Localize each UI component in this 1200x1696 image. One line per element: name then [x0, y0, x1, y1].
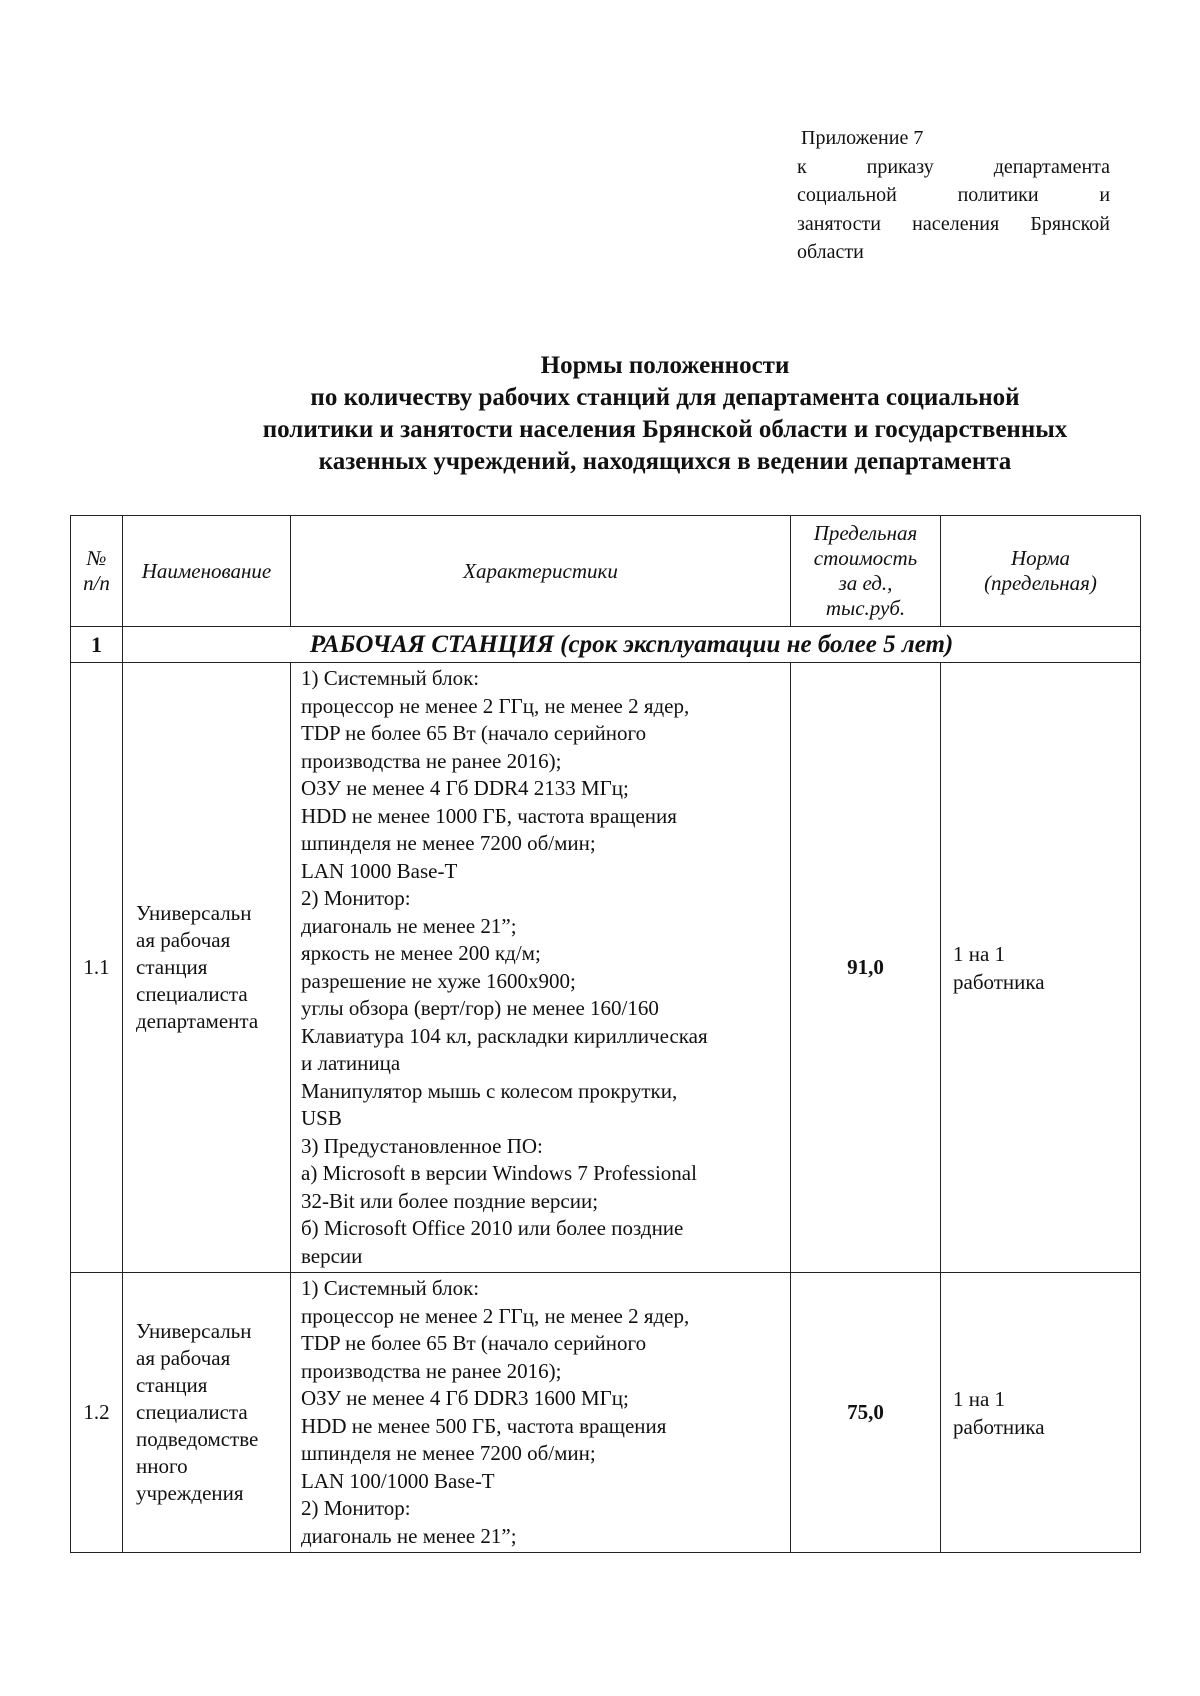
annex-line: области — [797, 241, 864, 263]
title-line: казенных учреждений, находящихся в ведении департамента — [318, 448, 1012, 475]
row-num: 1.2 — [71, 1273, 123, 1553]
row-spec: 1) Системный блок: процессор не менее 2 ГГц, не менее 2 ядер, TDP не более 65 Вт (начало серийного производства не ранее 2016); ОЗУ не менее 4 Гб DDR3 1600 МГц; HDD не менее 500 ГБ, частота вращения шпинделя не менее 7200 об/мин; LAN 100/1000 Base-T 2) Монитор: диагональ не менее 21”; — [291, 1273, 791, 1553]
row-price: 75,0 — [791, 1273, 941, 1553]
header-spec: Характеристики — [291, 516, 791, 627]
annex-line: Приложение 7 — [801, 127, 924, 149]
table-row — [71, 1273, 1141, 1553]
row-spec: 1) Системный блок: процессор не менее 2 ГГц, не менее 2 ядер, TDP не более 65 Вт (начало серийного производства не ранее 2016); ОЗУ не менее 4 Гб DDR4 2133 МГц; HDD не менее 1000 ГБ, частота вращения шпинделя не менее 7200 об/мин; LAN 1000 Base-T 2) Монитор: диагональ не менее 21”; яркость не менее 200 кд/м; разрешение не хуже 1600х900; углы обзора (верт/гор) не менее 160/160 Клавиатура 104 кл, раскладки кириллическая и латиница Манипулятор мышь с колесом прокрутки, USB 3) Предустановленное ПО: а) Microsoft в версии Windows 7 Professional 32-Bit или более поздние версии; б) Microsoft Office 2010 или более поздние версии — [291, 663, 791, 1273]
row-name: Универсальн ая рабочая станция специалиста департамента — [123, 663, 291, 1273]
annex-line: к приказу департамента — [797, 155, 1111, 178]
annex-block — [797, 124, 1110, 267]
row-num: 1.1 — [71, 663, 123, 1273]
norms-table — [70, 515, 1141, 1553]
title-line: Нормы положенности — [540, 352, 790, 379]
row-price: 91,0 — [791, 663, 941, 1273]
section-row — [71, 627, 1141, 663]
table-header-row — [71, 516, 1141, 627]
row-norm: 1 на 1 работника — [941, 663, 1141, 1273]
title-line: по количеству рабочих станций для департамента социальной — [310, 384, 1020, 411]
row-norm: 1 на 1 работника — [941, 1273, 1141, 1553]
title-line: политики и занятости населения Брянской области и государственных — [262, 416, 1068, 443]
row-name: Универсальн ая рабочая станция специалиста подведомстве нного учреждения — [123, 1273, 291, 1553]
document-title — [100, 350, 1200, 478]
header-name: Наименование — [123, 516, 291, 627]
section-num: 1 — [71, 627, 123, 663]
header-norm: Норма (предельная) — [941, 516, 1141, 627]
header-price: Предельная стоимость за ед., тыс.руб. — [791, 516, 941, 627]
annex-line: занятости населения Брянской — [797, 212, 1111, 235]
table-row — [71, 663, 1141, 1273]
annex-line: социальной политики и — [797, 184, 1111, 206]
section-title: РАБОЧАЯ СТАНЦИЯ (срок эксплуатации не более 5 лет) — [123, 627, 1141, 663]
header-num: № п/п — [71, 516, 123, 627]
